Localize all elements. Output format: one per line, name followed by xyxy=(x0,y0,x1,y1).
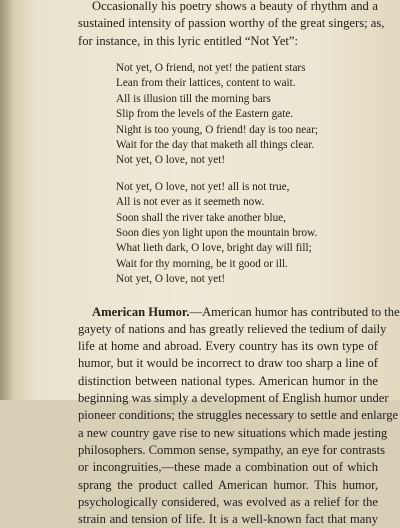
text-line: philosophers. Common sense, sympathy, an eye for contrasts xyxy=(78,442,385,457)
text-line: distinction between national types. American humor in the xyxy=(78,373,378,388)
poem-line: Night is too young, O friend! day is too near; xyxy=(116,123,318,136)
text-line: sprang the product called American humor. This humor, xyxy=(78,477,378,492)
poem-stanza-2 xyxy=(116,180,378,288)
text-line: pioneer conditions; the struggles necessary to settle and enlarge xyxy=(78,408,399,423)
poem-line: Soon shall the river take another blue, xyxy=(116,211,286,224)
text-line: psychologically considered, was evolved as a relief for the xyxy=(78,494,378,509)
heading-continuation: —American humor has contributed to the xyxy=(189,304,400,319)
poem-stanza-1 xyxy=(116,61,378,169)
text-line: sustained intensity of passion worthy of the great singers; as, xyxy=(78,16,385,31)
poem-line: Wait for thy morning, be it good or ill. xyxy=(116,257,288,270)
poem-line: Soon dies yon light upon the mountain brow. xyxy=(116,226,318,239)
poem-line: All is illusion till the morning bars xyxy=(116,92,271,105)
poem-line: Wait for the day that maketh all things clear. xyxy=(116,138,315,151)
section-heading: American Humor. xyxy=(92,304,190,319)
poem-line: Not yet, O love, not yet! all is not true, xyxy=(116,180,290,193)
poem-line: What lieth dark, O love, bright day will fill; xyxy=(116,242,312,255)
page-text xyxy=(78,0,400,528)
american-humor-paragraph xyxy=(78,304,400,528)
poem-line: Not yet, O love, not yet! xyxy=(116,273,226,286)
text-line: strain and tension of life. It is a well-known fact that many xyxy=(78,512,378,527)
poem-line: All is not ever as it seemeth now. xyxy=(116,196,265,209)
text-line xyxy=(78,304,400,321)
poem-not-yet xyxy=(78,61,378,288)
text-line: a new country gave rise to new situations which made jesting xyxy=(78,425,388,440)
poem-line: Slip from the levels of the Eastern gate. xyxy=(116,108,294,121)
text-line: for instance, in this lyric entitled “Not Yet”: xyxy=(78,33,298,48)
poem-line: Lean from their lattices, content to wait. xyxy=(116,77,296,90)
text-line: beginning was simply a development of English humor under xyxy=(78,391,389,406)
poem-line: Not yet, O love, not yet! xyxy=(116,154,226,167)
text-line: life at home and abroad. Every country has its own type of xyxy=(78,339,378,354)
text-line: gayety of nations and has greatly relieved the tedium of daily xyxy=(78,321,387,336)
text-line: humor, but it would be incorrect to draw too sharp a line of xyxy=(78,356,378,371)
text-line: Occasionally his poetry shows a beauty of rhythm and a xyxy=(92,0,378,13)
poem-line: Not yet, O friend, not yet! the patient stars xyxy=(116,61,306,74)
text-line: or incongruities,—these made a combination out of which xyxy=(78,460,378,475)
intro-paragraph xyxy=(78,0,385,50)
